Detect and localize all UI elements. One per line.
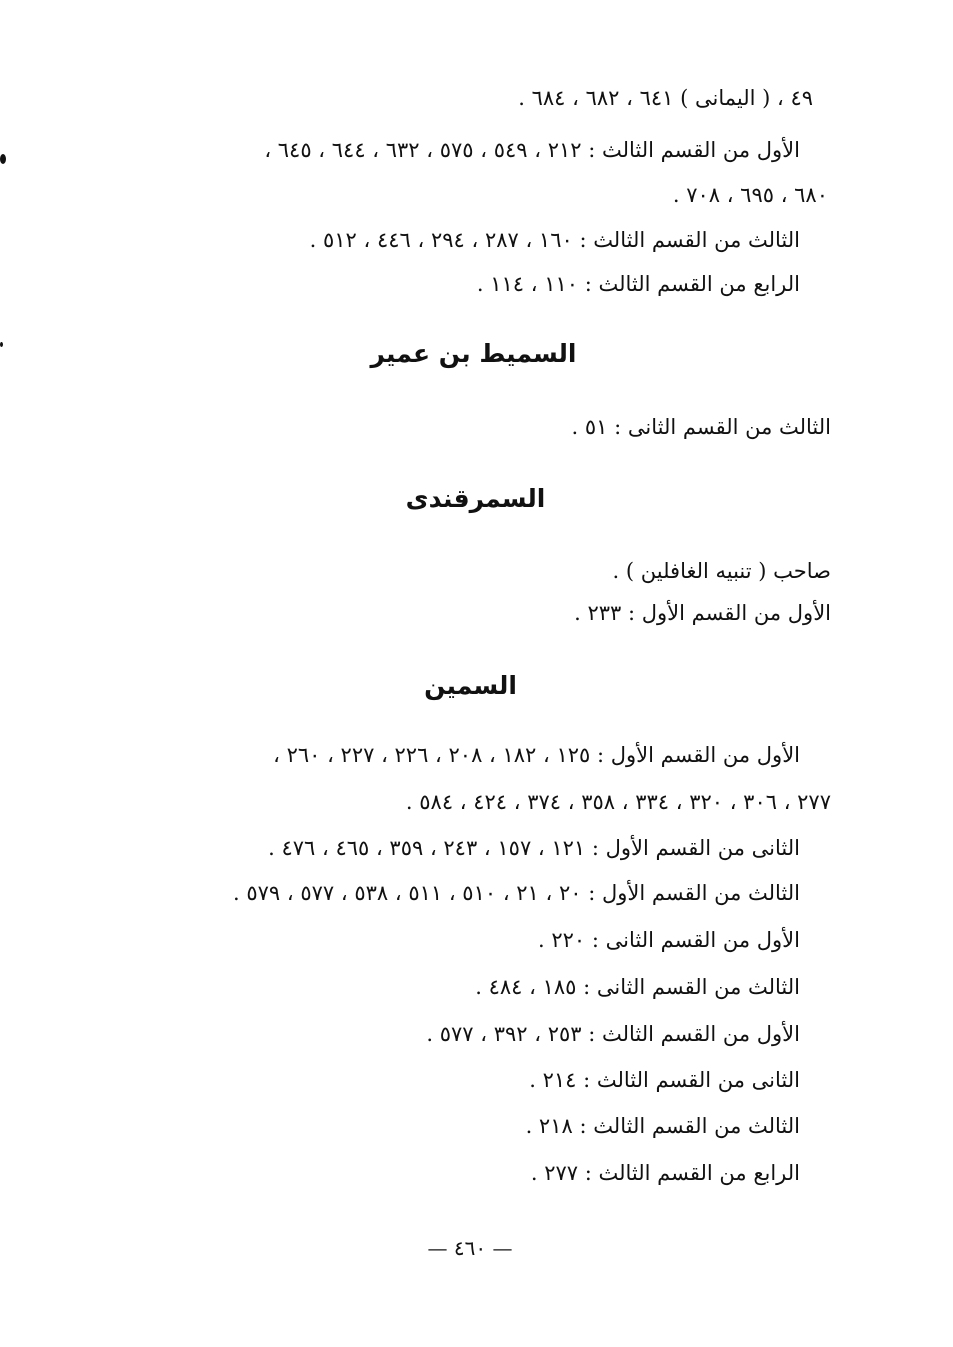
index-line: الرابع من القسم الثالث : ١١٠ ، ١١٤ .	[476, 272, 800, 296]
index-line: الثانى من القسم الأول : ١٢١ ، ١٥٧ ، ٢٤٣ ، ٣٥٩ ، ٤٦٥ ، ٤٧٦ .	[268, 836, 800, 860]
index-line: الأول من القسم الأول : ١٢٥ ، ١٨٢ ، ٢٠٨ ، ٢٢٦ ، ٢٢٧ ، ٢٦٠ ،	[273, 743, 800, 767]
scan-edge-mark	[0, 154, 6, 164]
index-line: الأول من القسم الثالث : ٢١٢ ، ٥٤٩ ، ٥٧٥ ، ٦٣٢ ، ٦٤٤ ، ٦٤٥ ،	[264, 138, 800, 162]
index-line: الثانى من القسم الثالث : ٢١٤ .	[529, 1068, 800, 1092]
index-line: الثالث من القسم الثالث : ٢١٨ .	[525, 1114, 800, 1138]
entry-heading-text: السمرقندى	[405, 484, 546, 513]
index-line: الثالث من القسم الثالث : ١٦٠ ، ٢٨٧ ، ٢٩٤ ، ٤٤٦ ، ٥١٢ .	[309, 228, 800, 252]
index-line: ٦٨٠ ، ٦٩٥ ، ٧٠٨ .	[672, 183, 828, 207]
index-line: ٢٧٧ ، ٣٠٦ ، ٣٢٠ ، ٣٣٤ ، ٣٥٨ ، ٣٧٤ ، ٤٢٤ ، ٥٨٤ .	[405, 790, 831, 814]
index-line: ٤٩ ، ( اليمانى ) ٦٤١ ، ٦٨٢ ، ٦٨٤ .	[518, 86, 813, 110]
index-line: الأول من القسم الأول : ٢٣٣ .	[574, 601, 831, 625]
index-line: الأول من القسم الثالث : ٢٥٣ ، ٣٩٢ ، ٥٧٧ .	[426, 1022, 800, 1046]
index-line: الثالث من القسم الأول : ٢٠ ، ٢١ ، ٥١٠ ، ٥١١ ، ٥٣٨ ، ٥٧٧ ، ٥٧٩ .	[233, 881, 800, 905]
index-line: صاحب ( تنبيه الغافلين ) .	[612, 559, 831, 583]
index-line: الرابع من القسم الثالث : ٢٧٧ .	[530, 1161, 800, 1185]
index-line: الثالث من القسم الثانى : ١٨٥ ، ٤٨٤ .	[475, 975, 800, 999]
entry-heading-text: السمين	[424, 671, 517, 700]
page-number: — ٤٦٠ —	[427, 1236, 513, 1260]
index-line: الأول من القسم الثانى : ٢٢٠ .	[538, 928, 800, 952]
index-line: الثالث من القسم الثانى : ٥١ .	[571, 415, 831, 439]
entry-heading-text: السميط بن عمير	[370, 339, 577, 368]
entry-heading	[0, 673, 953, 698]
entry-heading	[0, 486, 953, 511]
entry-heading	[0, 341, 953, 366]
scan-edge-mark	[0, 342, 3, 347]
